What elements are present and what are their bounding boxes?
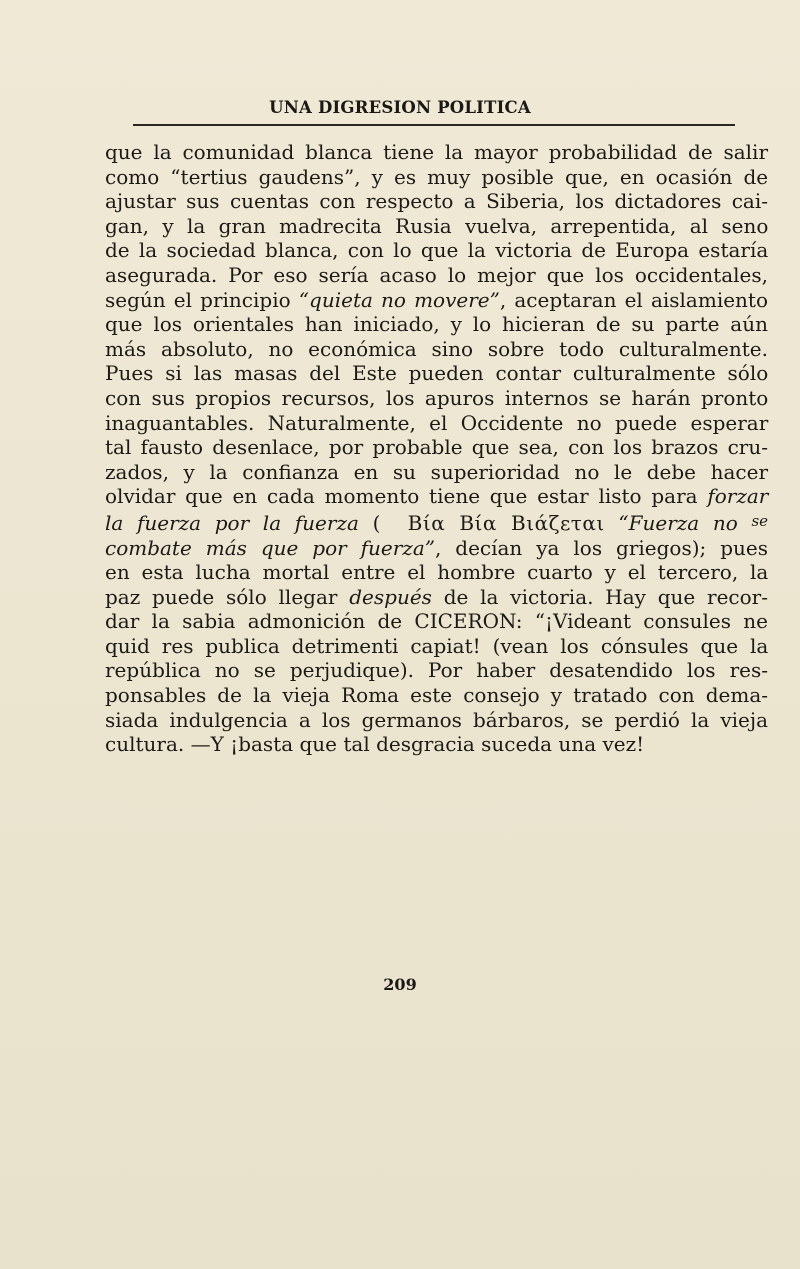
- emphasis: después: [349, 584, 432, 609]
- text-line: ponsables de la vieja Roma este consejo y tratado con dema-: [105, 683, 768, 708]
- text-line: según el principio “quieta no movere”, aceptaran el aislamiento: [105, 287, 769, 312]
- running-title: UNA DIGRESION POLITICA: [269, 98, 531, 117]
- text-line: quid res publica detrimenti capiat! (vean los cónsules que la: [105, 633, 769, 658]
- text-line: de la sociedad blanca, con lo que la victoria de Europa estaría: [105, 238, 769, 263]
- greek-phrase: Βία Βία Βιάζεται: [407, 510, 605, 535]
- emphasis: “Fuerza no: [618, 510, 752, 535]
- text-line: asegurada. Por eso sería acaso lo mejor que los occidentales,: [105, 262, 768, 287]
- text-line: república no se perjudique). Por haber desatendido los res-: [105, 658, 768, 683]
- text-line: la fuerza por la fuerza ( Βία Βία Βιάζεται “Fuerza no $^{se}$: [105, 510, 769, 535]
- text-line: gan, y la gran madrecita Rusia vuelva, arrepentida, al seno: [105, 213, 769, 238]
- text-line: más absoluto, no económica sino sobre todo culturalmente.: [105, 336, 769, 361]
- text-line: en esta lucha mortal entre el hombre cuarto y el tercero, la: [105, 560, 769, 585]
- text-line: con sus propios recursos, los apuros internos se harán pronto: [105, 385, 769, 410]
- emphasis: combate más que por fuerza”: [105, 535, 435, 560]
- latin-phrase: “quieta no movere”: [298, 287, 500, 312]
- text-line: inaguantables. Naturalmente, el Occidente no puede esperar: [105, 410, 769, 435]
- body-paragraph: [105, 140, 768, 757]
- text-line: zados, y la confianza en su superioridad no le debe hacer: [105, 459, 768, 484]
- text-line: combate más que por fuerza”, decían ya los griegos); pues: [105, 535, 768, 560]
- page-number: 209: [383, 975, 417, 994]
- header-rule: [133, 124, 735, 126]
- text-line: dar la sabia admonición de CICERON: “¡Videant consules ne: [105, 609, 768, 634]
- text-line: paz puede sólo llegar después de la victoria. Hay que recor-: [105, 584, 768, 609]
- text-line: Pues si las masas del Este pueden contar culturalmente sólo: [105, 361, 769, 386]
- emphasis: la fuerza por la fuerza: [105, 510, 359, 535]
- text-line: que la comunidad blanca tiene la mayor probabilidad de salir: [105, 140, 769, 164]
- text-line: como “tertius gaudens”, y es muy posible que, en ocasión de: [105, 164, 769, 189]
- text-line: olvidar que en cada momento tiene que estar listo para forzar: [105, 484, 769, 509]
- text-line: ajustar sus cuentas con respecto a Siberia, los dictadores cai-: [105, 189, 768, 214]
- emphasis: se: [751, 511, 769, 530]
- text-line: tal fausto desenlace, por probable que sea, con los brazos cru-: [105, 435, 768, 460]
- text-line: siada indulgencia a los germanos bárbaros, se perdió la vieja: [105, 707, 768, 732]
- emphasis: forzar: [707, 484, 769, 509]
- text-line: cultura. —Y ¡basta que tal desgracia suceda una vez!: [105, 732, 645, 757]
- text-line: que los orientales han iniciado, y lo hicieran de su parte aún: [105, 312, 768, 337]
